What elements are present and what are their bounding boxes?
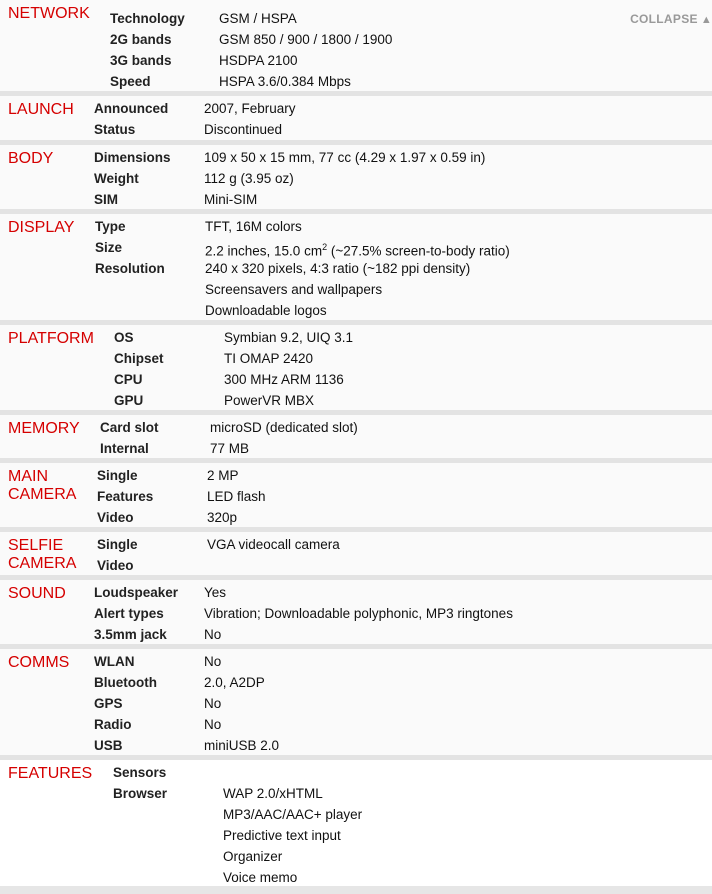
spec-value: miniUSB 2.0 (204, 738, 280, 753)
spec-key: Speed (110, 74, 151, 89)
spec-key: Card slot (100, 420, 159, 435)
section-platform (0, 325, 712, 415)
spec-value: 112 g (3.95 oz) (204, 171, 294, 186)
spec-key: WLAN (94, 654, 135, 669)
spec-value: 77 MB (210, 441, 250, 456)
category-label: LAUNCH (8, 101, 74, 118)
spec-value: TI OMAP 2420 (224, 351, 314, 366)
spec-value: Yes (204, 585, 227, 600)
spec-key: Sensors (113, 765, 167, 780)
spec-key: GPS (94, 696, 123, 711)
spec-value: LED flash (207, 489, 266, 504)
spec-value: WAP 2.0/xHTML (223, 786, 323, 801)
collapse-label: COLLAPSE (630, 12, 698, 26)
spec-value: TFT, 16M colors (205, 219, 302, 234)
category-label: DISPLAY (8, 219, 75, 236)
section-features (0, 760, 712, 889)
spec-value: Predictive text input (223, 828, 341, 843)
spec-value: 2007, February (204, 101, 296, 116)
spec-value: 320p (207, 510, 238, 525)
category-label (8, 468, 98, 504)
spec-key: Alert types (94, 606, 164, 621)
spec-value: Vibration; Downloadable polyphonic, MP3 ringtones (204, 606, 513, 621)
category-label-line: SELFIE (8, 537, 64, 554)
display-size-ratio: (~27.5% screen-to-body ratio) (327, 243, 510, 259)
spec-value: MP3/AAC/AAC+ player (223, 807, 363, 822)
category-label-line: CAMERA (8, 486, 77, 503)
spec-value: Voice memo (223, 870, 298, 885)
spec-key: Resolution (95, 261, 165, 276)
section-main-camera (0, 463, 712, 532)
section-launch (0, 96, 712, 145)
spec-key: Loudspeaker (94, 585, 179, 600)
spec-value: GSM 850 / 900 / 1800 / 1900 (219, 32, 393, 47)
spec-value: Screensavers and wallpapers (205, 282, 383, 297)
section-network (0, 0, 712, 96)
spec-key: Internal (100, 441, 149, 456)
spec-key: Radio (94, 717, 132, 732)
spec-key: 2G bands (110, 32, 172, 47)
section-selfie-camera (0, 532, 712, 580)
spec-key: Size (95, 240, 123, 255)
category-label: FEATURES (8, 765, 93, 782)
spec-value: No (204, 696, 222, 711)
section-comms (0, 649, 712, 760)
section-sound (0, 580, 712, 649)
spec-value: Downloadable logos (205, 303, 327, 318)
collapse-arrow-icon: ▲ (700, 14, 712, 26)
category-label: PLATFORM (8, 330, 94, 347)
spec-value: PowerVR MBX (224, 393, 315, 408)
spec-key: 3.5mm jack (94, 627, 167, 642)
category-label: SOUND (8, 585, 66, 602)
spec-key: Single (97, 537, 138, 552)
spec-value: HSPA 3.6/0.384 Mbps (219, 74, 351, 89)
category-label: COMMS (8, 654, 70, 671)
spec-value: Discontinued (204, 122, 283, 137)
squared-superscript: 2 (322, 242, 328, 252)
spec-key: OS (114, 330, 134, 345)
spec-value: 240 x 320 pixels, 4:3 ratio (~182 ppi density) (205, 261, 471, 276)
spec-value: 300 MHz ARM 1136 (224, 372, 344, 387)
spec-value: GSM / HSPA (219, 11, 297, 26)
spec-key: Video (97, 510, 134, 525)
spec-value: 109 x 50 x 15 mm, 77 cc (4.29 x 1.97 x 0.59 in) (204, 150, 486, 165)
spec-value: HSDPA 2100 (219, 53, 298, 68)
spec-key: Video (97, 558, 134, 573)
spec-key: Status (94, 122, 136, 137)
spec-value: Symbian 9.2, UIQ 3.1 (224, 330, 354, 345)
spec-key: USB (94, 738, 123, 753)
category-label: BODY (8, 150, 54, 167)
category-label: MEMORY (8, 420, 80, 437)
spec-key: Technology (110, 11, 185, 26)
category-label (8, 537, 98, 573)
bottom-divider (0, 886, 712, 894)
spec-key: Dimensions (94, 150, 171, 165)
spec-key: Features (97, 489, 154, 504)
spec-key: Weight (94, 171, 139, 186)
display-size-text: 2.2 inches, 15.0 cm (205, 243, 323, 259)
spec-key: Browser (113, 786, 168, 801)
spec-key: GPU (114, 393, 144, 408)
spec-value: 2 MP (207, 468, 239, 483)
collapse-button[interactable] (630, 12, 712, 26)
category-label: NETWORK (8, 5, 90, 22)
spec-key: Chipset (114, 351, 164, 366)
category-label-line: MAIN (8, 468, 48, 485)
spec-value: No (204, 654, 222, 669)
spec-key: CPU (114, 372, 143, 387)
spec-key: Single (97, 468, 138, 483)
spec-key: Announced (94, 101, 169, 116)
section-memory (0, 415, 712, 463)
spec-key: Type (95, 219, 126, 234)
spec-value: No (204, 717, 222, 732)
spec-value: Mini-SIM (204, 192, 258, 207)
spec-value: Organizer (223, 849, 283, 864)
spec-key: 3G bands (110, 53, 172, 68)
spec-value: 2.0, A2DP (204, 675, 265, 690)
section-body (0, 145, 712, 214)
spec-key: Bluetooth (94, 675, 157, 690)
spec-value: No (204, 627, 222, 642)
category-label-line: CAMERA (8, 555, 77, 572)
spec-key: SIM (94, 192, 119, 207)
spec-value: microSD (dedicated slot) (210, 420, 358, 435)
section-display (0, 214, 712, 325)
spec-value: VGA videocall camera (207, 537, 340, 552)
